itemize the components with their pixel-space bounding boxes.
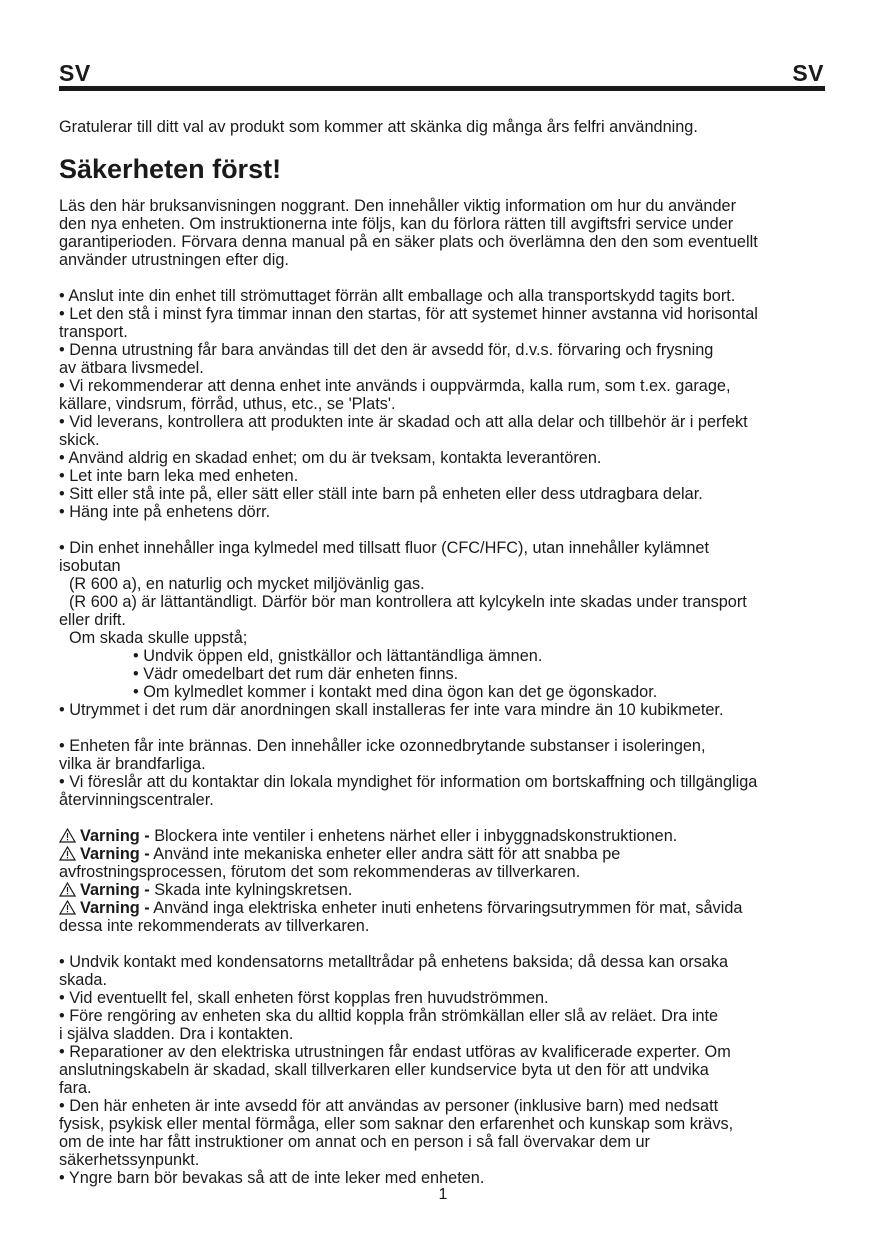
document-body	[59, 118, 827, 1187]
text-line: anslutningskabeln är skadad, skall tillverkaren eller kundservice byta ut den för att undvika	[59, 1061, 709, 1079]
text-line: isobutan	[59, 557, 121, 575]
warning-text: Blockera inte ventiler i enhetens närhet eller i inbyggnadskonstruktionen.	[154, 827, 678, 845]
text-line: skada.	[59, 971, 107, 989]
warning-continuation: avfrostningsprocessen, förutom det som rekommenderas av tillverkaren.	[59, 863, 581, 881]
text-line: eller drift.	[59, 611, 126, 629]
sub-bullet: • Undvik öppen eld, gnistkällor och lättantändliga ämnen.	[133, 647, 543, 665]
text-line: fysisk, psykisk eller mental förmåga, eller som saknar den erfarenhet och kunskap som krävs,	[59, 1115, 734, 1133]
page-title: Säkerheten först!	[59, 154, 282, 184]
intro-text: Gratulerar till ditt val av produkt som kommer att skänka dig många års felfri användning.	[59, 118, 698, 136]
warning-triangle-icon	[59, 828, 76, 843]
text-line: fara.	[59, 1079, 92, 1097]
text-line: • Utrymmet i det rum där anordningen skall installeras fer inte vara mindre än 10 kubikmeter.	[59, 701, 724, 719]
text-line: den nya enheten. Om instruktionerna inte följs, kan du förlora rätten till avgiftsfri service under	[59, 215, 734, 233]
text-line: transport.	[59, 323, 128, 341]
warning-triangle-icon	[59, 846, 76, 861]
warning-label: Varning -	[80, 881, 150, 899]
text-line: Läs den här bruksanvisningen noggrant. Den innehåller viktig information om hur du använder	[59, 197, 736, 215]
safety-list-maintenance	[59, 953, 827, 1187]
text-line: • Anslut inte din enhet till strömuttaget förrän allt emballage och alla transportskydd tagits bort.	[59, 287, 736, 305]
warning-continuation: dessa inte rekommenderats av tillverkaren.	[59, 917, 370, 935]
text-line: • Yngre barn bör bevakas så att de inte leker med enheten.	[59, 1169, 485, 1187]
language-code-right: SV	[792, 60, 824, 86]
warning-triangle-icon	[59, 882, 76, 897]
warning-label: Varning -	[80, 827, 150, 845]
warning-item	[59, 827, 827, 845]
text-line: • Häng inte på enhetens dörr.	[59, 503, 271, 521]
warning-item	[59, 881, 827, 899]
text-line: • Använd aldrig en skadad enhet; om du är tveksam, kontakta leverantören.	[59, 449, 602, 467]
text-line: skick.	[59, 431, 100, 449]
text-line: • Let den stå i minst fyra timmar innan den startas, för att systemet hinner avstanna vid horisontal	[59, 305, 758, 323]
text-line: • Vid eventuellt fel, skall enheten först kopplas fren huvudströmmen.	[59, 989, 549, 1007]
text-line: • Vi rekommenderar att denna enhet inte används i ouppvärmda, kalla rum, som t.ex. garage,	[59, 377, 731, 395]
warning-triangle-icon	[59, 900, 76, 915]
text-line: av ätbara livsmedel.	[59, 359, 204, 377]
warning-text: Använd inga elektriska enheter inuti enhetens förvaringsutrymmen för mat, såvida	[153, 899, 743, 917]
text-line: (R 600 a), en naturlig och mycket miljövänlig gas.	[69, 575, 425, 593]
page-number: 1	[438, 1186, 448, 1203]
text-line: • Sitt eller stå inte på, eller sätt eller ställ inte barn på enheten eller dess utdragbara delar.	[59, 485, 703, 503]
warning-label: Varning -	[80, 899, 150, 917]
text-line: säkerhetssynpunkt.	[59, 1151, 200, 1169]
text-line: • Denna utrustning får bara användas till det den är avsedd för, d.v.s. förvaring och frysning	[59, 341, 714, 359]
text-line: • Vi föreslår att du kontaktar din lokala myndighet för information om bortskaffning och tillgängliga	[59, 773, 758, 791]
warning-text: Använd inte mekaniska enheter eller andra sätt för att snabba pe	[153, 845, 621, 863]
text-line: • Före rengöring av enheten ska du alltid koppla från strömkällan eller slå av reläet. Dra inte	[59, 1007, 719, 1025]
text-line: (R 600 a) är lättantändligt. Därför bör man kontrollera att kylcykeln inte skadas under transport	[69, 593, 747, 611]
text-line: • Din enhet innehåller inga kylmedel med tillsatt fluor (CFC/HFC), utan innehåller kylämnet	[59, 539, 709, 557]
text-line: om de inte har fått instruktioner om annat och en person i så fall övervakar dem ur	[59, 1133, 650, 1151]
text-line: garantiperioden. Förvara denna manual på en säker plats och överlämna den den som eventuellt	[59, 233, 758, 251]
header-rule	[59, 86, 825, 91]
sub-bullet: • Vädr omedelbart det rum där enheten finns.	[133, 665, 459, 683]
safety-list-disposal	[59, 737, 827, 809]
text-line: Om skada skulle uppstå;	[69, 629, 248, 647]
text-line: i själva sladden. Dra i kontakten.	[59, 1025, 294, 1043]
warning-item	[59, 899, 827, 917]
text-line: vilka är brandfarliga.	[59, 755, 206, 773]
warning-item	[59, 845, 827, 863]
safety-list-general	[59, 287, 827, 521]
intro-paragraph	[59, 197, 827, 269]
warning-text: Skada inte kylningskretsen.	[154, 881, 353, 899]
text-line: • Vid leverans, kontrollera att produkten inte är skadad och att alla delar och tillbehör är i perfekt	[59, 413, 748, 431]
text-line: • Enheten får inte brännas. Den innehåller icke ozonnedbrytande substanser i isoleringen,	[59, 737, 706, 755]
safety-list-refrigerant	[59, 539, 827, 719]
text-line: • Reparationer av den elektriska utrustningen får endast utföras av kvalificerade experter. Om	[59, 1043, 731, 1061]
text-line: använder utrustningen efter dig.	[59, 251, 289, 269]
warnings-list	[59, 827, 827, 935]
text-line: källare, vindsrum, förråd, uthus, etc., se 'Plats'.	[59, 395, 396, 413]
sub-bullet: • Om kylmedlet kommer i kontakt med dina ögon kan det ge ögonskador.	[133, 683, 658, 701]
text-line: återvinningscentraler.	[59, 791, 214, 809]
text-line: • Den här enheten är inte avsedd för att användas av personer (inklusive barn) med nedsatt	[59, 1097, 719, 1115]
text-line: • Undvik kontakt med kondensatorns metalltrådar på enhetens baksida; då dessa kan orsaka	[59, 953, 729, 971]
warning-label: Varning -	[80, 845, 150, 863]
text-line: • Let inte barn leka med enheten.	[59, 467, 299, 485]
language-code-left: SV	[59, 60, 91, 86]
